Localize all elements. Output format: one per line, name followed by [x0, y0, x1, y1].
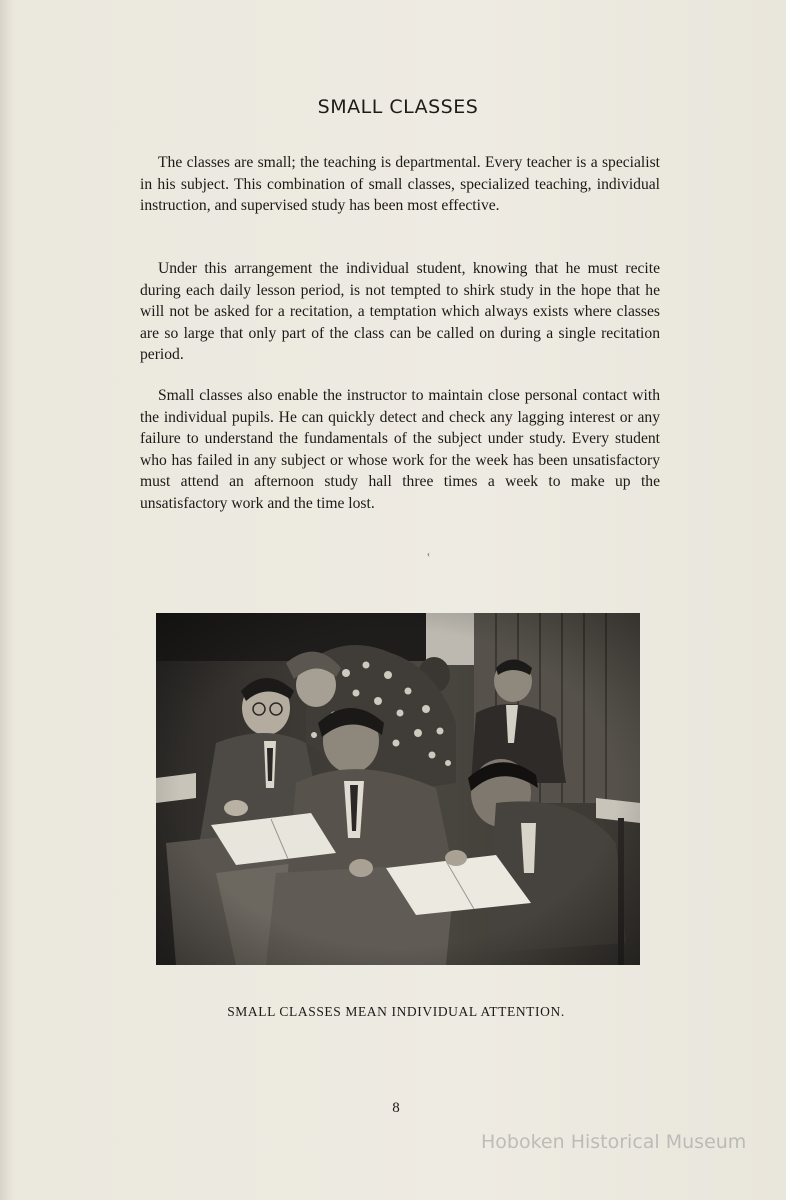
photo-caption: SMALL CLASSES MEAN INDIVIDUAL ATTENTION. [227, 1004, 565, 1019]
print-mark: ‹ [427, 549, 430, 559]
body-paragraph-1: The classes are small; the teaching is departmental. Every teacher is a specialist in his subject. This combination of small classes, specialized teaching, individual instruction, and supervised study has been most effective. [140, 154, 660, 214]
classroom-photo [156, 613, 640, 965]
page-title: SMALL CLASSES [317, 96, 479, 118]
body-paragraph-2: Under this arrangement the individual student, knowing that he must recite during each daily lesson period, is not tempted to shirk study in the hope that he will not be asked for a recitation, a temptation which always exists where classes are so large that only part of the class can be called on during a single recitation period. [140, 260, 660, 363]
page-number: 8 [392, 1100, 400, 1116]
body-paragraph-3: Small classes also enable the instructor to maintain close personal contact with the individual pupils. He can quickly detect and check any lagging interest or any failure to understand the fundamentals of the subject under study. Every student who has failed in any subject or whose work for the week has been unsatisfactory must attend an afternoon study hall three times a week to make up the unsatisfactory work and the time lost. [140, 387, 660, 512]
museum-watermark: Hoboken Historical Museum [481, 1131, 747, 1153]
